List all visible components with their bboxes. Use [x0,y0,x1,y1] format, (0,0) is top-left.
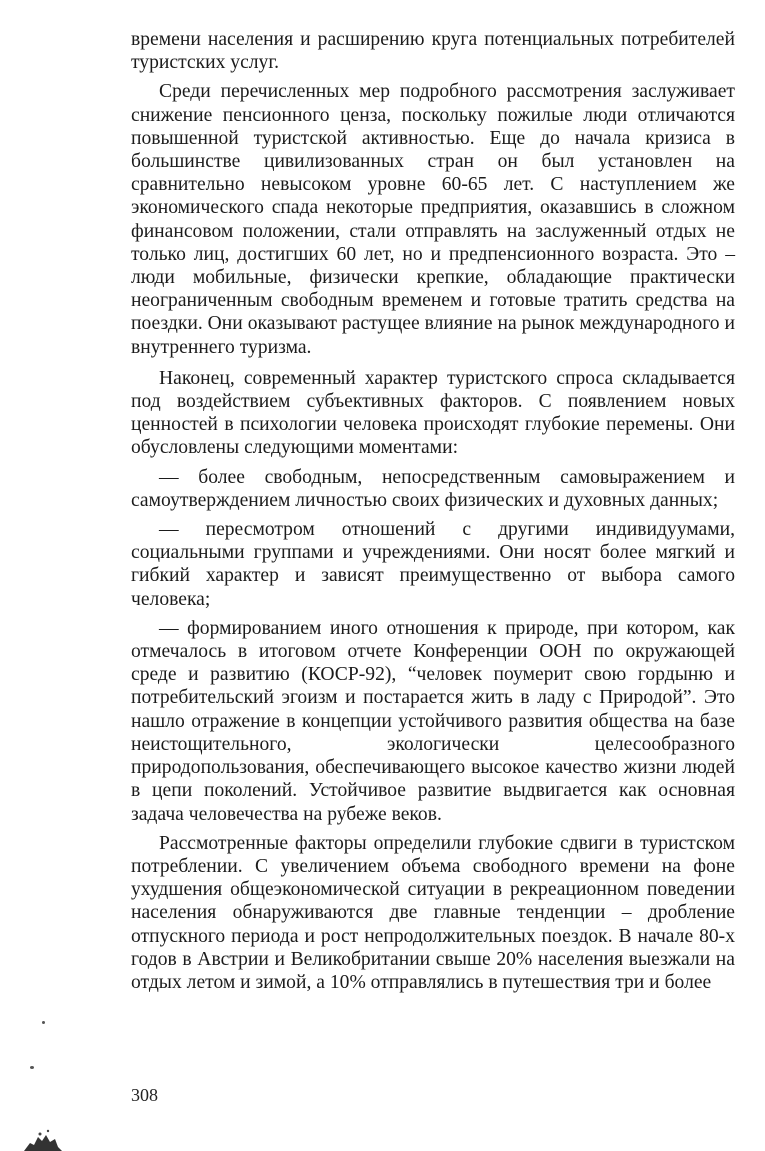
paragraph-subjective-factors: Наконец, современный характер туристского спроса складывается под воздействием субъективных факторов. С появлением новых ценностей в психологии человека происходят глубокие перемены. Они обусловлены следующими моментами: [131,367,735,459]
paragraph-pension: Среди перечисленных мер подробного рассмотрения заслуживает снижение пенсионного ценза, поскольку пожилые люди отличаются повышенной туристской активностью. Еще до начала кризиса в большинстве цивилизованных стран он был установлен на сравнительно невысоком уровне 60-65 лет. С наступлением же экономического спада некоторые предприятия, оказавшись в сложном финансовом положении, стали отправлять на заслуженный отдых не только лиц, достигших 60 лет, но и предпенсионного возраста. Это – люди мобильные, физически крепкие, обладающие практически неограниченным свободным временем и готовые тратить средства на поездки. Они оказывают растущее влияние на рынок международного и внутреннего туризма. [131,81,735,358]
scan-blot [20,1125,62,1151]
scan-speck [42,1021,45,1024]
scan-speck [30,1066,34,1069]
paragraph-consumption-shifts: Рассмотренные факторы определили глубокие сдвиги в туристском потреблении. С увеличением объема свободного времени на фоне ухудшения общеэкономической ситуации в рекреационном поведении населения обнаруживаются две главные тенденции – дробление отпускного периода и рост непродолжительных поездок. В начале 80-х годов в Австрии и Великобритании свыше 20% населения выезжали на отдых летом и зимой, а 10% отправлялись в путешествия три и более [131,832,735,993]
list-item-nature: — формированием иного отношения к природе, при котором, как отмечалось в итоговом отчете Конференции ООН по окружающей среде и развитию (КОСР-92), “человек поумерит свою гордыню и потребительский эгоизм и постарается жить в ладу с Природой”. Это нашло отражение в концепции устойчивого развития общества на базе неистощительного, экологически целесообразного природопользования, обеспечивающего высокое качество жизни людей в цепи поколений. Устойчивое развитие выдвигается как основная задача человечества на рубеже веков. [131,617,735,825]
page-number: 308 [131,1085,158,1105]
list-item-relations: — пересмотром отношений с другими индивидуумами, социальными группами и учреждениями. Они носят более мягкий и гибкий характер и зависят преимущественно от выбора самого человека; [131,519,735,610]
list-item-self-expression: — более свободным, непосредственным самовыражением и самоутверждением личностью своих физических и духовных данных; [131,466,735,511]
body-text [131,28,735,994]
paragraph-continuation: времени населения и расширению круга потенциальных потребителей туристских услуг. [131,29,735,74]
